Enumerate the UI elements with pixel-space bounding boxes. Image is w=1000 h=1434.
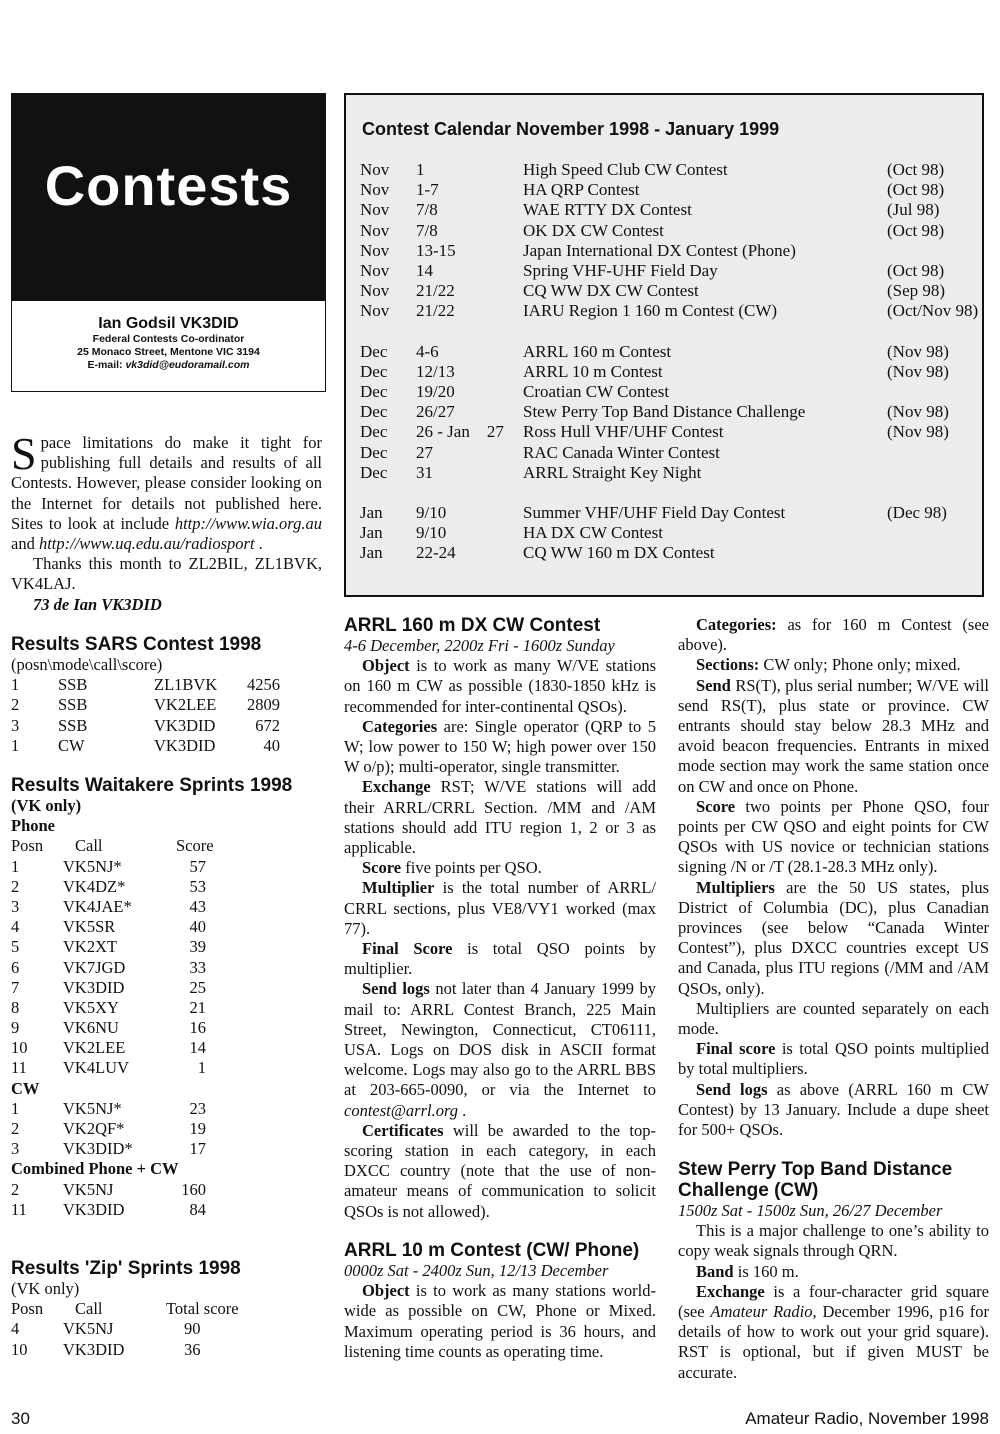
author-email: vk3did@eudoramail.com bbox=[125, 359, 250, 371]
calendar-month: Jan bbox=[360, 503, 383, 522]
calendar-month: Jan bbox=[360, 543, 383, 563]
table-row: 1 SSB ZL1BVK 4256 bbox=[11, 675, 280, 695]
calendar-month: Dec bbox=[360, 382, 388, 401]
waitakere-combined-label: Combined Phone + CW bbox=[11, 1159, 179, 1179]
publication-footer: Amateur Radio, November 1998 bbox=[745, 1409, 989, 1428]
url-wia[interactable]: http://www.wia.org.au bbox=[174, 513, 322, 533]
table-row: 1 VK5NJ* 23 bbox=[11, 1098, 206, 1118]
table-row: 6 VK7JGD 33 bbox=[11, 957, 206, 977]
calendar-month: Dec bbox=[360, 402, 388, 422]
page-number: 30 bbox=[11, 1409, 30, 1428]
calendar-ref: (Nov 98) bbox=[887, 341, 949, 361]
calendar-dates: 14 bbox=[416, 261, 433, 280]
arrl10-article: ARRL 10 m Contest (CW/ Phone) 0000z Sat - 2400z Sun, 12/13 December Object is to work as many stations world-wide as possible on CW, Phone or Mixed. Maximum operating period is 36 hours, and listening time counts as operating time. bbox=[344, 1240, 656, 1361]
calendar-month: Nov bbox=[360, 240, 390, 260]
contest-calendar bbox=[344, 93, 984, 597]
calendar-dates: 9/10 bbox=[416, 503, 447, 522]
table-row: 1 VK5NJ* 57 bbox=[11, 856, 206, 876]
thanks-paragraph: Thanks this month to ZL2BIL, ZL1BVK, VK4LAJ. bbox=[11, 554, 322, 594]
table-row: 11 VK3DID 84 bbox=[11, 1199, 206, 1219]
author-email-line bbox=[12, 359, 325, 372]
calendar-month: Dec bbox=[360, 442, 388, 462]
calendar-row bbox=[346, 463, 982, 483]
calendar-dates: 12/13 bbox=[416, 361, 455, 381]
calendar-dates: 31 bbox=[416, 462, 433, 482]
table-row: 7 VK3DID 25 bbox=[11, 977, 206, 997]
sars-header: (posn\mode\call\score) bbox=[11, 655, 163, 674]
table-row: 9 VK6NU 16 bbox=[11, 1018, 206, 1038]
table-row: 2 VK5NJ 160 bbox=[11, 1179, 206, 1199]
calendar-contest-name: HA QRP Contest bbox=[523, 180, 640, 200]
arrl160-article: ARRL 160 m DX CW Contest 4-6 December, 2200z Fri - 1600z Sunday Object is to work as many W/VE stations on 160 m CW as possible (1830-1850 kHz is recommended for inter-continental QSOs). Categories are: Single operator (QRP to 5 W; low power to 150 W; high power over 150 W o/p); multi-operator, single transmitter. Exchange RST; W/VE stations will add their ARRL/CRRL Section. /MM and /AM stations should add ITU region 1, 2 or 3 as applicable. Score five points per QSO. Multiplier is the total number of ARRL/ CRRL sections, plus VE8/VY1 worked (max 77). Final Score is total QSO points by multiplier. Send logs not later than 4 January 1999 by mail to: ARRL Contest Branch, 225 Main Street, Newington, Connecticut, CT06111, USA. Logs on DOS disk in ASCII format welcome. Logs may also go to the ARRL BBS at 203-665-0090, or via the Internet to contest@arrl.org . Certificates will be awarded to the top-scoring station in each category, in each DXCC country (note that the use of non-amateur means of communication to solicit QSOs is not allowed). bbox=[344, 615, 657, 1221]
calendar-row bbox=[346, 443, 982, 463]
calendar-dates: 26 - Jan 27 bbox=[416, 422, 504, 442]
calendar-contest-name: ARRL Straight Key Night bbox=[523, 462, 702, 482]
author-name: Ian Godsil VK3DID bbox=[98, 315, 239, 332]
zip-columns: Posn Call Total score bbox=[11, 1299, 239, 1319]
calendar-row bbox=[346, 261, 982, 281]
calendar-row bbox=[346, 422, 982, 442]
calendar-month: Jan bbox=[360, 523, 383, 543]
table-row: 11 VK4LUV 1 bbox=[11, 1058, 206, 1078]
calendar-row bbox=[346, 281, 982, 301]
calendar-month: Nov bbox=[360, 281, 390, 301]
url-uq[interactable]: http://www.uq.edu.au/radiosport bbox=[38, 534, 255, 554]
stew-heading: Stew Perry Top Band Distance Challenge (CW) bbox=[678, 1159, 953, 1201]
calendar-dates: 9/10 bbox=[416, 523, 447, 543]
author-email-label: E-mail: bbox=[87, 359, 123, 371]
calendar-ref: (Nov 98) bbox=[887, 422, 949, 442]
author-address: 25 Monaco Street, Mentone VIC 3194 bbox=[77, 346, 260, 358]
waitakere-phone-label: Phone bbox=[11, 816, 56, 836]
calendar-dates: 21/22 bbox=[416, 281, 455, 301]
calendar-contest-name: High Speed Club CW Contest bbox=[523, 160, 728, 179]
calendar-dates: 19/20 bbox=[416, 382, 455, 401]
calendar-row bbox=[346, 221, 982, 241]
sars-results bbox=[11, 634, 322, 756]
calendar-dates: 26/27 bbox=[416, 402, 455, 422]
table-row: 10 VK3DID 36 bbox=[11, 1339, 201, 1359]
calendar-contest-name: OK DX CW Contest bbox=[523, 220, 664, 240]
table-row: 5 VK2XT 39 bbox=[11, 937, 206, 957]
calendar-month: Dec bbox=[360, 341, 388, 361]
arrl160-heading: ARRL 160 m DX CW Contest bbox=[344, 615, 601, 636]
waitakere-results bbox=[11, 775, 322, 1220]
calendar-row bbox=[346, 543, 982, 563]
waitakere-cw-label: CW bbox=[11, 1078, 40, 1098]
calendar-contest-name: Summer VHF/UHF Field Day Contest bbox=[523, 503, 786, 522]
calendar-contest-name: WAE RTTY DX Contest bbox=[523, 200, 692, 220]
table-row: 4 VK5NJ 90 bbox=[11, 1319, 201, 1339]
arrl160-date: 4-6 December, 2200z Fri - 1600z Sunday bbox=[344, 636, 615, 655]
calendar-ref: (Oct 98) bbox=[887, 220, 945, 240]
calendar-contest-name: Japan International DX Contest (Phone) bbox=[523, 240, 796, 260]
drop-cap: S bbox=[11, 428, 37, 479]
calendar-contest-name: Stew Perry Top Band Distance Challenge bbox=[523, 402, 806, 422]
intro bbox=[11, 428, 322, 615]
arrl10-continued: Categories: as for 160 m Contest (see above). Sections: CW only; Phone only; mixed. Send RS(T), plus serial number; W/VE will send RS(T), plus state or province. CW entrants should stay below 28.3 MHz and avoid beacon frequencies. Entrants in mixed mode section may work the same station once on CW and once on Phone. Score two points per Phone QSO, four points per CW QSO and eight points for CW QSOs with US novice or technician stations signing /N or /T (28.1-28.3 MHz only). Multipliers are the 50 US states, plus District of Columbia (DC), plus Canadian provinces (see below “Canada Winter Contest”), plus DXCC countries except US and Canada, plus ITU regions (/MM and /AM QSOs, only). Multipliers are counted separately on each mode. Final score is total QSO points multiplied by total multipliers. Send logs as above (ARRL 160 m CW Contest) by 13 January. Include a dupe sheet for 500+ QSOs. bbox=[678, 615, 990, 1140]
calendar-row bbox=[346, 160, 982, 180]
arrl10-heading: ARRL 10 m Contest (CW/ Phone) bbox=[344, 1240, 640, 1261]
calendar-month: Nov bbox=[360, 200, 390, 220]
author-box bbox=[11, 301, 326, 392]
calendar-contest-name: Spring VHF-UHF Field Day bbox=[523, 261, 718, 280]
calendar-dates: 7/8 bbox=[416, 200, 438, 220]
calendar-ref: (Oct 98) bbox=[887, 261, 945, 280]
calendar-contest-name: CQ WW DX CW Contest bbox=[523, 281, 699, 301]
waitakere-note: (VK only) bbox=[11, 796, 82, 815]
calendar-month: Nov bbox=[360, 301, 390, 321]
calendar-dates: 13-15 bbox=[416, 240, 456, 260]
calendar-row bbox=[346, 402, 982, 422]
calendar-ref: (Nov 98) bbox=[887, 402, 949, 422]
calendar-ref: (Jul 98) bbox=[887, 200, 940, 220]
calendar-dates: 4-6 bbox=[416, 341, 439, 361]
calendar-row bbox=[346, 523, 982, 543]
calendar-dates: 1-7 bbox=[416, 180, 439, 200]
calendar-row bbox=[346, 241, 982, 261]
calendar-dates: 1 bbox=[416, 160, 425, 179]
page-title: Contests bbox=[44, 154, 293, 217]
calendar-contest-name: Croatian CW Contest bbox=[523, 382, 670, 401]
table-row: 8 VK5XY 21 bbox=[11, 997, 206, 1017]
signoff: 73 de Ian VK3DID bbox=[33, 594, 162, 614]
arrl-email[interactable]: contest@arrl.org bbox=[344, 1100, 459, 1120]
calendar-row bbox=[346, 342, 982, 362]
calendar-contest-name: ARRL 10 m Contest bbox=[523, 361, 663, 381]
calendar-ref: (Sep 98) bbox=[887, 281, 946, 301]
calendar-row bbox=[346, 180, 982, 200]
calendar-month: Nov bbox=[360, 160, 390, 179]
table-row: 2 VK4DZ* 53 bbox=[11, 876, 206, 896]
table-row: 4 VK5SR 40 bbox=[11, 917, 206, 937]
calendar-month: Nov bbox=[360, 180, 390, 200]
calendar-month: Dec bbox=[360, 361, 388, 381]
calendar-contest-name: Ross Hull VHF/UHF Contest bbox=[523, 422, 724, 442]
stew-date: 1500z Sat - 1500z Sun, 26/27 December bbox=[678, 1201, 943, 1220]
waitakere-heading: Results Waitakere Sprints 1998 bbox=[11, 775, 293, 796]
calendar-row bbox=[346, 301, 982, 321]
calendar-dates: 27 bbox=[416, 442, 433, 462]
calendar-month: Nov bbox=[360, 261, 390, 280]
calendar-dates: 21/22 bbox=[416, 301, 455, 321]
author-role: Federal Contests Co-ordinator bbox=[92, 333, 245, 345]
table-row: 3 VK4JAE* 43 bbox=[11, 896, 206, 916]
sars-heading: Results SARS Contest 1998 bbox=[11, 634, 262, 655]
calendar-ref: (Oct/Nov 98) bbox=[887, 301, 979, 321]
calendar-ref: (Nov 98) bbox=[887, 361, 949, 381]
zip-results bbox=[11, 1258, 322, 1360]
stew-article: Stew Perry Top Band Distance Challenge (CW) 1500z Sat - 1500z Sun, 26/27 December This is a major challenge to one’s ability to copy weak signals through QRN. Band is 160 m. Exchange is a four-character grid square (see Amateur Radio, December 1996, p16 for details of how to work out your grid square). RST is optional, but if given MUST be accurate. bbox=[678, 1159, 989, 1382]
intro-paragraph: Space limitations do make it tight for publishing full details and results of all Contests. However, please consider looking on the Internet for details not published here. Sites to look at include http://www.wia.org.au and http://www.uq.edu.au/radiosport . bbox=[11, 428, 322, 554]
calendar-month: Dec bbox=[360, 462, 388, 482]
table-row: 3 SSB VK3DID 672 bbox=[11, 715, 280, 735]
calendar-ref: (Oct 98) bbox=[887, 160, 945, 179]
calendar-contest-name: HA DX CW Contest bbox=[523, 523, 663, 543]
calendar-dates: 22-24 bbox=[416, 543, 456, 563]
calendar-ref: (Dec 98) bbox=[887, 503, 947, 522]
table-row: 10 VK2LEE 14 bbox=[11, 1038, 206, 1058]
title-banner bbox=[11, 93, 326, 301]
table-row: 2 SSB VK2LEE 2809 bbox=[11, 695, 280, 715]
calendar-ref: (Oct 98) bbox=[887, 180, 945, 200]
calendar-contest-name: ARRL 160 m Contest bbox=[523, 341, 672, 361]
calendar-row bbox=[346, 503, 982, 523]
calendar-contest-name: IARU Region 1 160 m Contest (CW) bbox=[523, 301, 778, 321]
calendar-row bbox=[346, 200, 982, 220]
table-row: 3 VK3DID* 17 bbox=[11, 1139, 206, 1159]
calendar-month: Dec bbox=[360, 422, 388, 442]
waitakere-columns: Posn Call Score bbox=[11, 836, 214, 856]
calendar-row bbox=[346, 382, 982, 402]
calendar-row bbox=[346, 362, 982, 382]
table-row: 2 VK2QF* 19 bbox=[11, 1119, 206, 1138]
calendar-contest-name: RAC Canada Winter Contest bbox=[523, 442, 720, 462]
calendar-dates: 7/8 bbox=[416, 220, 438, 240]
calendar-month: Nov bbox=[360, 220, 390, 240]
zip-heading: Results 'Zip' Sprints 1998 bbox=[11, 1258, 241, 1279]
arrl10-date: 0000z Sat - 2400z Sun, 12/13 December bbox=[344, 1261, 609, 1280]
calendar-contest-name: CQ WW 160 m DX Contest bbox=[523, 543, 715, 563]
zip-note: (VK only) bbox=[11, 1279, 80, 1298]
table-row: 1 CW VK3DID 40 bbox=[11, 735, 280, 755]
calendar-title: Contest Calendar November 1998 - January 1999 bbox=[362, 119, 780, 139]
